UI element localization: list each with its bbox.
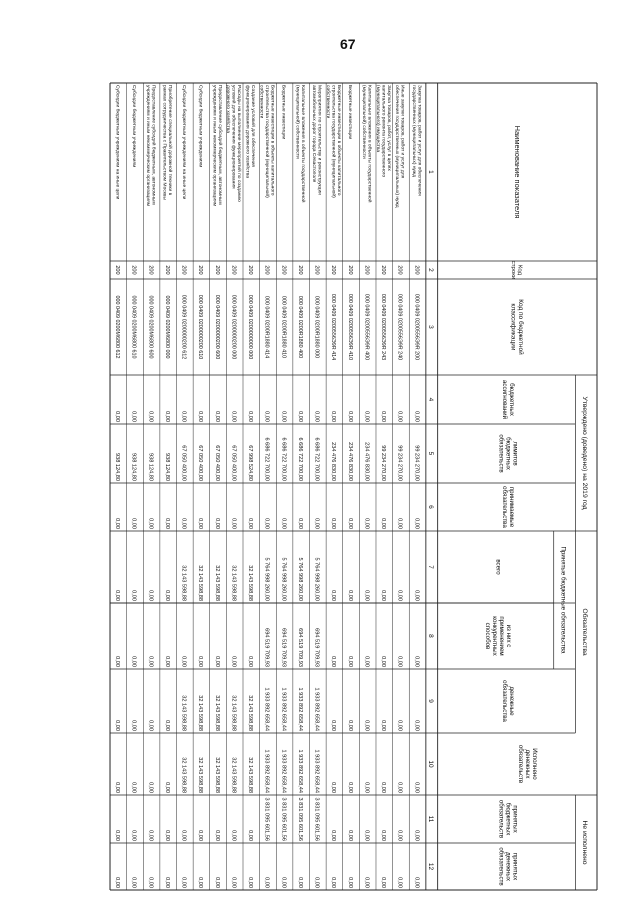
row-value: 0,00 <box>197 877 204 888</box>
row-value: 5 764 998 260,00 <box>280 557 287 601</box>
row-kbk: 000 0409 0200556Э9R 240 <box>396 293 403 361</box>
row-value: 0,00 <box>330 830 337 841</box>
row-value: 32 143 598,88 <box>197 565 204 601</box>
row-value: 0,00 <box>114 782 121 793</box>
column-number: 8 <box>426 634 434 638</box>
row-value: 0,00 <box>330 877 337 888</box>
row-name: собственности <box>324 85 330 119</box>
row-value: 0,00 <box>346 782 353 793</box>
row-line-code: 200 <box>296 265 303 275</box>
row-value: 32 143 598,88 <box>230 695 237 731</box>
row-value: 694 519 709,93 <box>263 628 270 667</box>
row-value: 3 831 095 601,56 <box>263 797 270 841</box>
row-value: 0,00 <box>396 830 403 841</box>
header-line-code: строки <box>509 260 516 280</box>
row-name: государственных (муниципальных) нужд <box>410 85 416 178</box>
header-limits: лимитов <box>511 441 519 466</box>
row-name: капитального ремонта государственного <box>380 85 386 178</box>
row-name: Предоставление субсидий бюджетным, автономным <box>150 85 156 205</box>
row-kbk: 000 0409 0200М6800 600 <box>147 295 154 359</box>
row-name: Мероприятия по строительству и реконструкции <box>316 85 322 195</box>
row-value: 938 124,80 <box>163 453 170 481</box>
column-number: 9 <box>426 699 434 703</box>
row-value: 0,00 <box>147 590 154 601</box>
row-value: 32 143 598,88 <box>180 757 187 793</box>
row-value: 0,00 <box>114 877 121 888</box>
row-value: 694 519 709,93 <box>296 628 303 667</box>
row-value: 0,00 <box>346 720 353 731</box>
row-value: 0,00 <box>180 656 187 667</box>
row-value: 1 933 892 658,44 <box>296 749 303 793</box>
row-line-code: 200 <box>163 265 170 275</box>
row-value: 0,00 <box>380 830 387 841</box>
row-name: Закупка товаров, работ, услуг в целях <box>385 85 391 171</box>
row-value: 1 933 892 658,44 <box>296 687 303 731</box>
row-value: 0,00 <box>413 590 420 601</box>
row-value: 0,00 <box>163 720 170 731</box>
row-value: 6 686 722 700,00 <box>280 437 287 481</box>
row-value: 0,00 <box>147 782 154 793</box>
row-value: 0,00 <box>380 411 387 422</box>
row-value: 0,00 <box>296 518 303 529</box>
row-name: Субсидии бюджетным учреждениям <box>197 85 203 168</box>
row-value: 0,00 <box>396 590 403 601</box>
header-accepted-budget: Принятые бюджетные обязательства <box>559 546 567 654</box>
row-value: 0,00 <box>330 590 337 601</box>
column-number: 6 <box>426 505 434 509</box>
row-value: 0,00 <box>330 411 337 422</box>
row-value: 0,00 <box>230 518 237 529</box>
row-value: 0,00 <box>413 518 420 529</box>
row-line-code: 200 <box>197 265 204 275</box>
header-executed: денежных <box>524 749 531 779</box>
row-value: 0,00 <box>363 720 370 731</box>
row-value: 32 143 598,88 <box>213 565 220 601</box>
header-not-exec-budget: бюджетных <box>504 802 512 836</box>
row-value: 0,00 <box>130 656 137 667</box>
row-name: функционирования дорожного хозяйства <box>244 85 250 178</box>
row-value: 6 686 722 700,00 <box>296 437 303 481</box>
row-value: 0,00 <box>247 830 254 841</box>
row-name: Капитальные вложения в объекты государственной <box>366 85 372 203</box>
page-number: 67 <box>340 36 356 52</box>
header-budget-code: Код по бюджетной <box>516 299 524 355</box>
column-number: 7 <box>426 565 434 569</box>
row-kbk: 000 0409 0200000000 000 <box>247 294 254 360</box>
header-accepted: обязательства <box>500 486 508 528</box>
row-name: условий для обеспечения функционирования <box>230 85 236 189</box>
column-number: 1 <box>426 170 434 174</box>
row-value: 32 143 598,88 <box>213 757 220 793</box>
row-value: 0,00 <box>396 411 403 422</box>
row-value: 0,00 <box>163 656 170 667</box>
row-value: 32 143 598,88 <box>247 695 254 731</box>
row-value: 0,00 <box>163 411 170 422</box>
row-value: 0,00 <box>180 411 187 422</box>
row-value: 0,00 <box>280 877 287 888</box>
row-value: 32 143 598,88 <box>197 695 204 731</box>
row-name: Субсидии бюджетным учреждениям <box>131 85 136 168</box>
row-value: 3 831 095 601,56 <box>313 797 320 841</box>
row-value: 0,00 <box>330 782 337 793</box>
row-value: 32 143 598,88 <box>247 757 254 793</box>
row-value: 0,00 <box>346 411 353 422</box>
row-line-code: 200 <box>230 265 237 275</box>
header-executed: обязательств <box>517 744 524 784</box>
row-line-code: 200 <box>346 265 353 275</box>
row-name: Приобретение специальной дорожной техники в <box>167 85 172 196</box>
row-name: обеспечения государственных (муниципальных) нужд <box>394 85 400 208</box>
row-value: 0,00 <box>313 411 320 422</box>
header-competitive: конкурентных <box>491 616 498 656</box>
header-not-exec-monetary: обязательств <box>497 847 505 886</box>
row-value: 0,00 <box>313 518 320 529</box>
row-value: 938 124,80 <box>130 453 137 481</box>
row-value: 32 143 598,88 <box>230 757 237 793</box>
row-value: 0,00 <box>163 877 170 888</box>
row-value: 32 143 598,88 <box>180 565 187 601</box>
row-value: 0,00 <box>130 590 137 601</box>
row-name: Иные закупки товаров, работ и услуг для <box>399 85 405 179</box>
row-value: 0,00 <box>346 590 353 601</box>
row-name: Закупка товаров, работ и услуг для обеспечения <box>416 85 422 196</box>
row-value: 0,00 <box>296 411 303 422</box>
row-value: 0,00 <box>130 518 137 529</box>
row-value: 0,00 <box>296 877 303 888</box>
row-name: Предоставление субсидий бюджетным, автономным <box>216 85 222 205</box>
row-value: 0,00 <box>213 411 220 422</box>
row-name: учреждениям и иным некоммерческим организациям <box>144 85 150 207</box>
row-value: 0,00 <box>413 720 420 731</box>
row-value: 0,00 <box>130 877 137 888</box>
header-allocations: бюджетных <box>507 383 515 416</box>
row-value: 0,00 <box>213 830 220 841</box>
row-line-code: 200 <box>313 265 320 275</box>
row-value: 1 933 892 658,44 <box>280 749 287 793</box>
row-value: 0,00 <box>230 411 237 422</box>
row-value: 99 234 270,00 <box>413 445 420 481</box>
row-value: 0,00 <box>130 411 137 422</box>
header-limits: обязательств <box>497 434 505 473</box>
row-value: 234 476 830,00 <box>363 442 370 481</box>
row-value: 99 234 270,00 <box>380 445 387 481</box>
row-value: 0,00 <box>230 877 237 888</box>
row-kbk: 000 0409 0200R1880 400 <box>296 295 303 359</box>
row-kbk: 000 0409 0200R1880 414 <box>263 295 270 359</box>
row-value: 0,00 <box>163 782 170 793</box>
row-value: 0,00 <box>330 518 337 529</box>
row-value: 0,00 <box>363 877 370 888</box>
row-name: Бюджетные инвестиции <box>347 85 353 140</box>
row-value: 67 050 400,00 <box>180 445 187 481</box>
row-value: 99 234 270,00 <box>396 445 403 481</box>
row-value: 67 050 400,00 <box>230 445 237 481</box>
row-kbk: 000 0409 0200000200 600 <box>213 294 220 360</box>
row-value: 0,00 <box>263 518 270 529</box>
row-value: 0,00 <box>213 518 220 529</box>
header-competitive: применением <box>498 616 505 656</box>
column-number: 11 <box>426 815 434 823</box>
row-value: 0,00 <box>147 720 154 731</box>
row-name: (муниципального) имущества <box>374 85 380 153</box>
row-value: 0,00 <box>346 656 353 667</box>
row-value: 0,00 <box>413 411 420 422</box>
row-value: 0,00 <box>363 656 370 667</box>
header-name: Наименование показателя <box>512 125 522 219</box>
column-number: 5 <box>426 451 434 456</box>
row-name: Бюджетные инвестиции <box>280 85 286 140</box>
row-value: 3 831 095 601,56 <box>296 797 303 841</box>
header-monetary: денежные <box>507 686 515 716</box>
row-value: 67 050 400,00 <box>197 445 204 481</box>
row-value: 694 519 709,93 <box>313 628 320 667</box>
row-value: 1 933 892 658,44 <box>263 749 270 793</box>
row-value: 0,00 <box>413 782 420 793</box>
row-value: 5 764 998 260,00 <box>263 557 270 601</box>
header-total: всего <box>494 559 502 575</box>
row-line-code: 200 <box>380 265 387 275</box>
row-value: 0,00 <box>213 656 220 667</box>
row-value: 0,00 <box>180 518 187 529</box>
header-not-exec-monetary: денежных <box>504 852 512 881</box>
row-value: 0,00 <box>197 518 204 529</box>
row-value: 32 143 598,88 <box>197 757 204 793</box>
row-value: 0,00 <box>180 877 187 888</box>
row-line-code: 200 <box>413 265 420 275</box>
row-value: 0,00 <box>396 877 403 888</box>
row-value: 0,00 <box>263 877 270 888</box>
header-competitive: способов <box>484 622 491 650</box>
column-number: 2 <box>426 268 434 272</box>
row-name: учреждениям и иным некоммерческим организациям <box>211 85 217 207</box>
row-value: 0,00 <box>330 656 337 667</box>
column-number: 3 <box>426 325 434 329</box>
row-kbk: 000 0409 0200556Э9R 400 <box>363 293 370 361</box>
row-value: 0,00 <box>396 518 403 529</box>
row-line-code: 200 <box>130 265 137 275</box>
row-value: 0,00 <box>147 877 154 888</box>
row-line-code: 200 <box>180 265 187 275</box>
row-line-code: 200 <box>114 265 121 275</box>
row-value: 0,00 <box>363 830 370 841</box>
row-name: (муниципальной) собственности <box>294 85 300 159</box>
header-limits: бюджетных <box>504 437 512 470</box>
row-value: 32 143 598,88 <box>213 695 220 731</box>
row-value: 0,00 <box>380 656 387 667</box>
row-value: 0,00 <box>380 782 387 793</box>
row-kbk: 000 0409 0200М6800 000 <box>163 295 170 359</box>
header-line-code: Код <box>516 264 523 276</box>
row-kbk: 000 0409 0200М6800 612 <box>114 295 121 359</box>
row-value: 0,00 <box>396 720 403 731</box>
row-value: 0,00 <box>213 877 220 888</box>
row-value: 0,00 <box>363 411 370 422</box>
row-value: 0,00 <box>380 590 387 601</box>
row-line-code: 200 <box>363 265 370 275</box>
row-kbk: 000 0409 0200000200 612 <box>180 294 187 360</box>
row-value: 0,00 <box>163 518 170 529</box>
row-value: 0,00 <box>230 656 237 667</box>
row-value: 0,00 <box>363 782 370 793</box>
row-value: 32 143 598,88 <box>180 695 187 731</box>
row-value: 0,00 <box>197 830 204 841</box>
row-kbk: 000 0409 0200М6800 610 <box>130 295 137 359</box>
row-line-code: 200 <box>330 265 337 275</box>
row-value: 5 764 998 260,00 <box>313 557 320 601</box>
row-value: 0,00 <box>247 877 254 888</box>
row-kbk: 000 0409 0200000200 610 <box>197 294 204 360</box>
row-value: 1 933 892 658,44 <box>263 687 270 731</box>
row-value: 0,00 <box>363 590 370 601</box>
row-value: 0,00 <box>197 411 204 422</box>
row-value: 0,00 <box>380 877 387 888</box>
row-value: 1 933 892 658,44 <box>280 687 287 731</box>
row-value: 0,00 <box>363 518 370 529</box>
row-name: Создание условий для обеспечения <box>250 85 256 168</box>
row-value: 0,00 <box>114 411 121 422</box>
row-name: рамках сотрудничества с Правительством Москвы <box>161 85 167 201</box>
row-value: 0,00 <box>280 411 287 422</box>
column-number: 10 <box>426 760 434 768</box>
row-kbk: 000 0409 0200R1880 000 <box>313 295 320 359</box>
row-value: 0,00 <box>247 656 254 667</box>
row-value: 694 519 709,93 <box>280 628 287 667</box>
row-line-code: 200 <box>280 265 287 275</box>
row-value: 0,00 <box>114 830 121 841</box>
row-value: 0,00 <box>130 830 137 841</box>
row-value: 6 686 722 700,00 <box>313 437 320 481</box>
row-value: 0,00 <box>396 656 403 667</box>
row-value: 234 476 830,00 <box>330 442 337 481</box>
row-name: строительства государственной (муниципальной) <box>330 85 336 198</box>
header-monetary: обязательства <box>500 680 508 722</box>
row-value: 0,00 <box>280 518 287 529</box>
row-value: 0,00 <box>346 518 353 529</box>
header-budget-code: классификации <box>509 303 517 351</box>
row-value: 234 476 830,00 <box>346 442 353 481</box>
row-value: 0,00 <box>163 830 170 841</box>
row-kbk: 000 0409 0200000200 000 <box>230 294 237 360</box>
row-value: 0,00 <box>147 656 154 667</box>
row-value: 0,00 <box>147 518 154 529</box>
row-kbk: 000 0409 0200556Э9R 410 <box>346 293 353 361</box>
row-value: 0,00 <box>330 720 337 731</box>
row-name: автомобильных дорог города Севастополя <box>311 85 317 183</box>
row-value: 0,00 <box>114 590 121 601</box>
row-value: 6 686 722 700,00 <box>263 437 270 481</box>
column-number: 4 <box>426 397 434 402</box>
header-allocations: ассигнований <box>500 379 508 420</box>
row-name: Расходы на выполнение мероприятий по созданию <box>236 85 242 202</box>
header-not-executed: Не исполнено <box>581 820 589 865</box>
header-not-exec-monetary: принятых <box>511 852 519 881</box>
row-value: 0,00 <box>130 782 137 793</box>
row-value: 67 050 400,00 <box>213 445 220 481</box>
row-name: Субсидии бюджетным учреждениям на иные цели <box>114 85 120 200</box>
header-executed: Исполнено <box>531 748 538 780</box>
header-competitive: из них с <box>505 624 512 648</box>
row-value: 0,00 <box>180 830 187 841</box>
row-value: 1 933 892 658,44 <box>313 749 320 793</box>
row-value: 32 143 598,88 <box>230 565 237 601</box>
row-value: 0,00 <box>247 518 254 529</box>
row-value: 0,00 <box>163 590 170 601</box>
row-name: дорожного хозяйства <box>225 85 231 133</box>
row-name: (муниципальной) собственности <box>360 85 366 159</box>
header-not-exec-budget: принятых <box>511 805 519 833</box>
row-value: 0,00 <box>130 720 137 731</box>
row-name: Бюджетные инвестиции в объекты капитального <box>269 85 275 196</box>
row-line-code: 200 <box>147 265 154 275</box>
row-value: 0,00 <box>230 830 237 841</box>
row-value: 3 831 095 601,56 <box>280 797 287 841</box>
row-value: 0,00 <box>380 518 387 529</box>
row-line-code: 200 <box>213 265 220 275</box>
row-name: собственности <box>258 85 264 119</box>
row-line-code: 200 <box>263 265 270 275</box>
row-value: 0,00 <box>147 411 154 422</box>
row-value: 0,00 <box>114 656 121 667</box>
row-value: 32 143 598,88 <box>247 565 254 601</box>
row-kbk: 000 0409 0200556Э9R 243 <box>380 293 387 361</box>
row-name: строительства государственной (муниципальной) <box>263 85 269 198</box>
row-value: 0,00 <box>396 782 403 793</box>
row-value: 0,00 <box>313 877 320 888</box>
header-not-exec-budget: обязательств <box>497 799 505 839</box>
header-obligations: Обязательства <box>581 608 589 656</box>
row-kbk: 000 0409 0200556Э9R 414 <box>330 293 337 361</box>
row-value: 0,00 <box>197 656 204 667</box>
row-value: 0,00 <box>114 518 121 529</box>
row-value: 0,00 <box>114 720 121 731</box>
row-line-code: 200 <box>247 265 254 275</box>
row-name: Субсидии бюджетным учреждениям на иные цели <box>180 85 186 200</box>
row-value: 0,00 <box>413 877 420 888</box>
row-kbk: 000 0409 0200556Э9R 200 <box>413 293 420 361</box>
row-value: 0,00 <box>413 830 420 841</box>
row-value: 938 124,80 <box>147 453 154 481</box>
header-approved: Утверждено (доведено) на 2019 год <box>581 396 589 510</box>
row-kbk: 000 0409 0200R1880 410 <box>280 295 287 359</box>
row-value: 67 998 524,80 <box>247 445 254 481</box>
row-value: 0,00 <box>346 830 353 841</box>
row-value: 0,00 <box>380 720 387 731</box>
header-accepted: принимаемые <box>507 486 515 528</box>
row-value: 0,00 <box>346 877 353 888</box>
row-value: 0,00 <box>147 830 154 841</box>
row-name: Капитальные вложения в объекты государственной <box>299 85 305 203</box>
row-value: 938 124,80 <box>114 453 121 481</box>
row-value: 0,00 <box>413 656 420 667</box>
row-line-code: 200 <box>396 265 403 275</box>
row-value: 0,00 <box>263 411 270 422</box>
row-value: 0,00 <box>247 411 254 422</box>
row-name: Бюджетные инвестиции в объекты капитального <box>335 85 341 196</box>
row-value: 5 764 998 260,00 <box>296 557 303 601</box>
row-value: 1 933 892 658,44 <box>313 687 320 731</box>
column-number: 12 <box>426 862 434 871</box>
